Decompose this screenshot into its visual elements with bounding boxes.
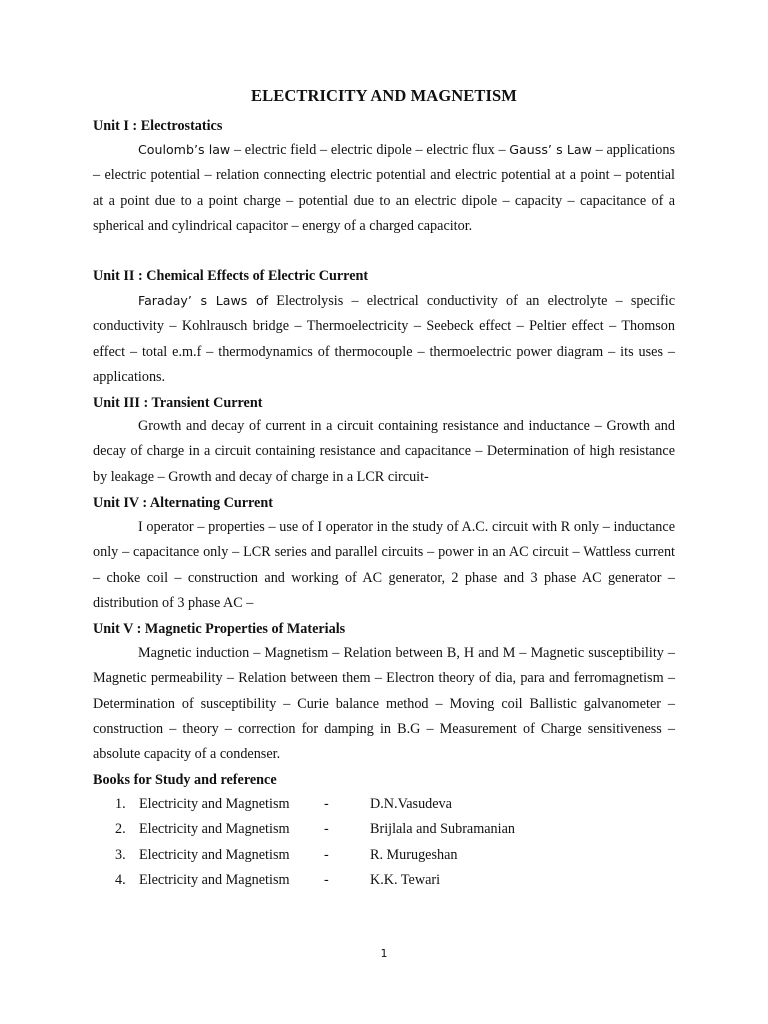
- unit-1-body-a: – electric field – electric dipole – electric flux –: [230, 142, 510, 158]
- book-author: K.K. Tewari: [370, 871, 441, 888]
- document-page: [93, 0, 675, 1024]
- book-author: D.N.Vasudeva: [370, 796, 452, 812]
- unit-3-heading: Unit III : Transient Current: [93, 395, 263, 411]
- unit-2-body: Electrolysis – electrical conductivity of an electrolyte – specific conductivity – Kohlrausch bridge – Thermoelectricity – Seebeck effect – Peltier effect – Thomson effect – total e.m.f – thermodynamics of thermocouple – thermoelectric power diagram – its uses – applications.: [93, 293, 676, 385]
- unit-2-text: [93, 288, 675, 390]
- book-number: 4.: [115, 871, 126, 888]
- book-title: Electricity and Magnetism: [139, 821, 290, 838]
- unit-3-text: Growth and decay of current in a circuit containing resistance and inductance – Growth and decay of charge in a circuit containing resistance and capacitance – Determination of high resistance by leakage – Growth and decay of charge in a LCR circuit-: [93, 418, 675, 485]
- unit-1-body-b: – applications – electric potential – relation connecting electric potential and electric potential at a point – potential at a point due to a point charge – potential due to an electric dipole – capacity – capacitance of a spherical and cylindrical capacitor – energy of a charged capacitor.: [93, 142, 676, 234]
- book-author: Brijlala and Subramanian: [370, 821, 515, 838]
- book-number: 1.: [115, 796, 126, 812]
- unit-5-heading: Unit V : Magnetic Properties of Materials: [93, 621, 346, 637]
- page-title: ELECTRICITY AND MAGNETISM: [251, 86, 517, 105]
- book-item: [93, 819, 675, 844]
- books-heading: Books for Study and reference: [93, 772, 277, 788]
- unit-2-lead: Faraday’ s Laws of: [138, 293, 269, 308]
- book-item: [93, 794, 675, 819]
- unit-4-text: I operator – properties – use of I operator in the study of A.C. circuit with R only – inductance only – capacitance only – LCR series and parallel circuits – power in an AC circuit – Wattless current – choke coil – construction and working of AC generator, 2 phase and 3 phase AC generator – distribution of 3 phase AC –: [93, 519, 675, 611]
- book-item: [93, 845, 675, 870]
- book-author: R. Murugeshan: [370, 846, 458, 863]
- page-number: 1: [380, 947, 388, 960]
- book-item: [93, 870, 675, 895]
- book-separator: -: [324, 846, 329, 863]
- book-separator: -: [324, 871, 329, 888]
- unit-5-text: Magnetic induction – Magnetism – Relation between B, H and M – Magnetic susceptibility – Magnetic permeability – Relation between them – Electron theory of dia, para and ferromagnetism – Determination of susceptibility – Curie balance method – Moving coil Ballistic galvanometer – construction – theory – correction for damping in B.G – Measurement of Charge sensitiveness – absolute capacity of a condenser.: [93, 645, 675, 763]
- book-number: 3.: [115, 846, 126, 863]
- book-title: Electricity and Magnetism: [139, 846, 290, 863]
- unit-1-lead: Coulomb’s law: [138, 142, 231, 157]
- books-list: [93, 794, 675, 895]
- book-number: 2.: [115, 821, 126, 838]
- unit-1-lead-2: Gauss’ s Law: [509, 142, 592, 157]
- book-title: Electricity and Magnetism: [139, 871, 290, 888]
- book-separator: -: [324, 796, 329, 812]
- unit-4-heading: Unit IV : Alternating Current: [93, 495, 273, 511]
- unit-2-heading: Unit II : Chemical Effects of Electric Current: [93, 268, 369, 284]
- book-title: Electricity and Magnetism: [139, 796, 290, 812]
- unit-1-text: [93, 137, 675, 239]
- unit-1-heading: Unit I : Electrostatics: [93, 118, 223, 134]
- book-separator: -: [324, 821, 329, 838]
